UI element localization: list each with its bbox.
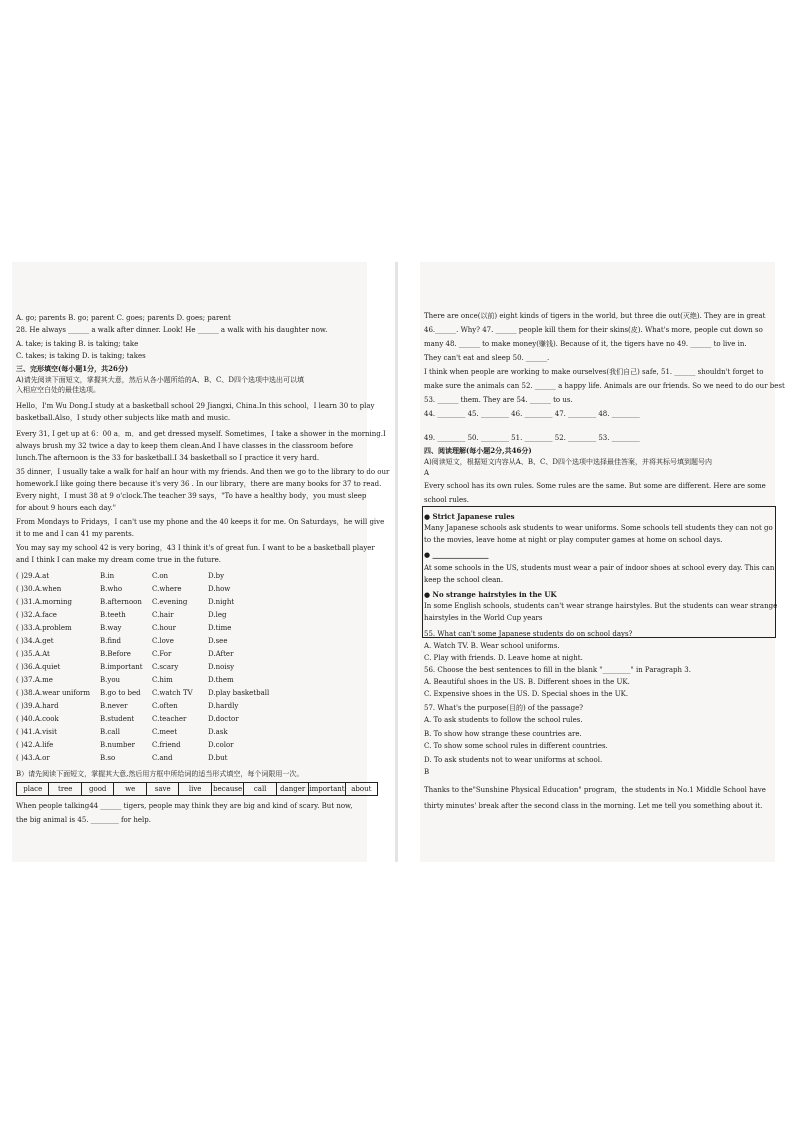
question-number: ( )41.A.visit — [16, 728, 57, 736]
question-line: C. Expensive shoes in the US. D. Special shoes in the UK. — [424, 690, 629, 698]
question-line: A. Beautiful shoes in the US. B. Different shoes in the UK. — [424, 678, 630, 686]
section-heading: 三、完形填空(每小题1分，共26分) — [16, 364, 129, 373]
page-fold — [395, 262, 398, 862]
option-choice: B.so — [100, 754, 116, 762]
word-bank-item: we — [114, 783, 146, 795]
text-line: for about 9 hours each day." — [16, 504, 116, 512]
option-choice: C.scary — [152, 663, 179, 671]
option-choice: C.and — [152, 754, 173, 762]
word-bank-item: good — [82, 783, 114, 795]
text-line: You may say my school 42 is very boring，43 I think it's of great fun. I want to be a basketball player — [16, 544, 375, 552]
option-choice: D.play basketball — [208, 689, 270, 697]
word-bank-item: about — [351, 785, 372, 793]
text-line: lunch.The afternoon is the 33 for basketball.I 34 basketball so I practice it very hard. — [16, 454, 320, 462]
option-choice: B.in — [100, 572, 115, 580]
question-line: thirty minutes' break after the second class in the morning. Let me tell you something about it. — [424, 802, 763, 810]
option-choice: C.love — [152, 637, 174, 645]
option-choice: D.night — [208, 598, 235, 606]
option-choice: D.color — [208, 741, 234, 749]
text-line: always brush my 32 twice a day to keep them clean.And I have classes in the classroom before — [16, 442, 354, 450]
text-line: A)阅读短文，根据短文内容从A、B、C、D四个选项中选择最佳答案，并将其标号填到题号内 — [424, 458, 712, 466]
question-number: ( )36.A.quiet — [16, 663, 61, 671]
option-choice: C.teacher — [152, 715, 187, 723]
option-choice: B.find — [100, 637, 122, 645]
option-row — [12, 689, 367, 698]
question-number: ( )39.A.hard — [16, 702, 59, 710]
text-line: it to me and I can 41 my parents. — [16, 530, 134, 538]
option-choice: C.evening — [152, 598, 188, 606]
option-choice: B.who — [100, 585, 123, 593]
text-line: Hello，I'm Wu Dong.I study at a basketball school 29 Jiangxi, China.In this school，I learn 30 to play — [16, 402, 375, 410]
option-row — [12, 637, 367, 646]
rule-text: Many Japanese schools ask students to wear uniforms. Some schools tell students they can not go — [424, 524, 773, 532]
option-row — [12, 715, 367, 724]
option-choice: B.teeth — [100, 611, 126, 619]
option-choice: C.watch TV — [152, 689, 193, 697]
rule-heading: ● Strict Japanese rules — [424, 512, 515, 521]
question-line: A. Watch TV. B. Wear school uniforms. — [424, 642, 560, 650]
right-page — [420, 262, 785, 862]
option-choice: B.important — [100, 663, 143, 671]
left-page — [12, 262, 390, 862]
section-heading: 四、阅读理解(每小题2分,共46分) — [424, 446, 532, 455]
rule-heading: ● No strange hairstyles in the UK — [424, 590, 557, 599]
option-choice: C.him — [152, 676, 173, 684]
text-line: 35 dinner，I usually take a walk for half an hour with my friends. And then we go to the library to do our — [16, 468, 390, 476]
text-line: A. go; parents B. go; parent C. goes; parents D. goes; parent — [16, 314, 231, 322]
option-row — [12, 624, 367, 633]
question-line: D. To ask students not to wear uniforms at school. — [424, 756, 603, 764]
rule-text: to the movies, leave home at night or play computer games at home on school days. — [424, 536, 723, 544]
option-choice: C.For — [152, 650, 172, 658]
option-choice: B.afternoon — [100, 598, 142, 606]
question-number: ( )43.A.or — [16, 754, 50, 762]
option-choice: C.on — [152, 572, 169, 580]
text-line: many 48. ______ to make money(赚钱). Because of it, the tigers have no 49. ______ to live in. — [424, 340, 747, 348]
option-row — [12, 754, 367, 763]
text-line: A)请先阅读下面短文，掌握其大意，然后从各小题所给的A、B、C、D四个选项中选出可以填 — [16, 376, 304, 384]
text-line: homework.I like going there because it's very 36 . In our library，there are many books for 37 to read. — [16, 480, 382, 488]
text-line: 28. He always ______ a walk after dinner. Look! He ______ a walk with his daughter now. — [16, 326, 328, 334]
word-bank-item: call — [244, 783, 276, 795]
question-number: ( )35.A.At — [16, 650, 50, 658]
rule-heading: ● ________________ — [424, 550, 489, 559]
text-line: 入相应空白处的最佳选项。 — [16, 386, 100, 394]
question-line: Thanks to the"Sunshine Physical Education" program，the students in No.1 Middle School have — [424, 786, 766, 794]
question-line: 57. What's the purpose(目的) of the passage? — [424, 704, 584, 712]
word-bank-item: danger — [277, 783, 309, 795]
option-row — [12, 702, 367, 711]
text-line: They can't eat and sleep 50. ______. — [424, 354, 550, 362]
question-line: C. Play with friends. D. Leave home at night. — [424, 654, 583, 662]
option-choice: B.number — [100, 741, 135, 749]
text-line: make sure the animals can 52. ______ a happy life. Animals are our friends. So we need to do our best — [424, 382, 785, 390]
question-line: A. To ask students to follow the school rules. — [424, 716, 583, 724]
option-choice: D.how — [208, 585, 231, 593]
word-bank-item: because — [212, 783, 244, 795]
question-line: B. To show how strange these countries are. — [424, 730, 582, 738]
option-choice: B.student — [100, 715, 135, 723]
question-number: ( )34.A.get — [16, 637, 54, 645]
option-choice: D.After — [208, 650, 234, 658]
question-number: ( )29.A.at — [16, 572, 50, 580]
question-number: ( )30.A.when — [16, 585, 62, 593]
text-line: 46.______. Why? 47. ______ people kill them for their skins(皮). What's more, people cut down so — [424, 326, 763, 334]
option-row — [12, 572, 367, 581]
word-bank-item: place — [17, 783, 49, 795]
text-line: the big animal is 45. ________ for help. — [16, 816, 151, 824]
option-choice: B.way — [100, 624, 122, 632]
question-line: 55. What can't some Japanese students do on school days? — [424, 630, 633, 638]
option-choice: B.go to bed — [100, 689, 141, 697]
rule-text: hairstyles in the World Cup years — [424, 614, 543, 622]
question-number: ( )40.A.cook — [16, 715, 59, 723]
text-line: 49. ________ 50. ________ 51. ________ 52. ________ 53. ________ — [424, 434, 640, 442]
option-choice: C.friend — [152, 741, 181, 749]
word-bank-item: live — [179, 783, 211, 795]
question-number: ( )32.A.face — [16, 611, 57, 619]
option-row — [12, 598, 367, 607]
question-line: B — [424, 768, 430, 776]
rule-text: In some English schools, students can't wear strange hairstyles. But the students can wear strange — [424, 602, 778, 610]
option-choice: D.but — [208, 754, 228, 762]
text-line: Every school has its own rules. Some rules are the same. But some are different. Here are some — [424, 482, 766, 490]
text-line: 44. ________ 45. ________ 46. ________ 47. ________ 48. ________ — [424, 410, 640, 418]
question-line: 56. Choose the best sentences to fill in the blank "________" in Paragraph 3. — [424, 666, 691, 674]
question-line: C. To show some school rules in different countries. — [424, 742, 608, 750]
text-line: and I think I can make my dream come true in the future. — [16, 556, 221, 564]
question-number: ( )38.A.wear uniform — [16, 689, 91, 697]
word-bank-item: tree — [49, 783, 81, 795]
option-choice: D.see — [208, 637, 228, 645]
question-number: ( )42.A.life — [16, 741, 54, 749]
text-line: I think when people are working to make ourselves(我们自己) safe, 51. ______ shouldn't forget to — [424, 368, 764, 376]
question-number: ( )31.A.morning — [16, 598, 73, 606]
rule-text: At some schools in the US, students must wear a pair of indoor shoes at school every day. This can — [424, 564, 775, 572]
text-line: A. take; is taking B. is taking; take — [16, 340, 139, 348]
option-choice: C.hair — [152, 611, 174, 619]
option-choice: D.noisy — [208, 663, 235, 671]
text-line: When people talking44 ______ tigers, people may think they are big and kind of scary. But now, — [16, 802, 353, 810]
option-row — [12, 663, 367, 672]
word-bank-item: important — [309, 785, 345, 793]
option-choice: D.leg — [208, 611, 227, 619]
option-choice: B.you — [100, 676, 121, 684]
option-choice: C.meet — [152, 728, 178, 736]
option-choice: B.never — [100, 702, 128, 710]
option-row — [12, 650, 367, 659]
option-choice: D.doctor — [208, 715, 239, 723]
word-bank — [16, 782, 378, 796]
text-line: From Mondays to Fridays，I can't use my phone and the 40 keeps it for me. On Saturdays，he will give — [16, 518, 385, 526]
option-choice: C.where — [152, 585, 182, 593]
option-choice: D.time — [208, 624, 232, 632]
question-number: ( )33.A.problem — [16, 624, 72, 632]
option-row — [12, 676, 367, 685]
option-choice: C.hour — [152, 624, 176, 632]
option-row — [12, 728, 367, 737]
option-row — [12, 611, 367, 620]
option-choice: B.call — [100, 728, 120, 736]
rule-text: keep the school clean. — [424, 576, 504, 584]
option-choice: D.hardly — [208, 702, 239, 710]
text-line: Every night，I must 38 at 9 o'clock.The teacher 39 says，"To have a healthy body，you must sleep — [16, 492, 367, 500]
text-line: A — [424, 469, 430, 477]
question-number: ( )37.A.me — [16, 676, 53, 684]
word-bank-item: save — [147, 783, 179, 795]
option-row — [12, 585, 367, 594]
text-line: basketball.Also，I study other subjects like math and music. — [16, 414, 231, 422]
option-choice: D.by — [208, 572, 225, 580]
option-choice: C.often — [152, 702, 178, 710]
text-line: There are once(以前) eight kinds of tigers in the world, but three die out(灭绝). They are in great — [424, 312, 766, 320]
option-row — [12, 741, 367, 750]
option-choice: D.ask — [208, 728, 228, 736]
text-line: school rules. — [424, 496, 469, 504]
option-choice: B.Before — [100, 650, 131, 658]
text-line: Every 31, I get up at 6：00 a．m．and get dressed myself. Sometimes，I take a shower in the morning.I — [16, 430, 386, 438]
text-line: C. takes; is taking D. is taking; takes — [16, 352, 146, 360]
instruction-line: B）请先阅读下面短文，掌握其大意,然后用方框中所给词的适当形式填空，每个词限用一次。 — [16, 770, 304, 778]
option-choice: D.them — [208, 676, 234, 684]
text-line: 53. ______ them. They are 54. ______ to us. — [424, 396, 573, 404]
